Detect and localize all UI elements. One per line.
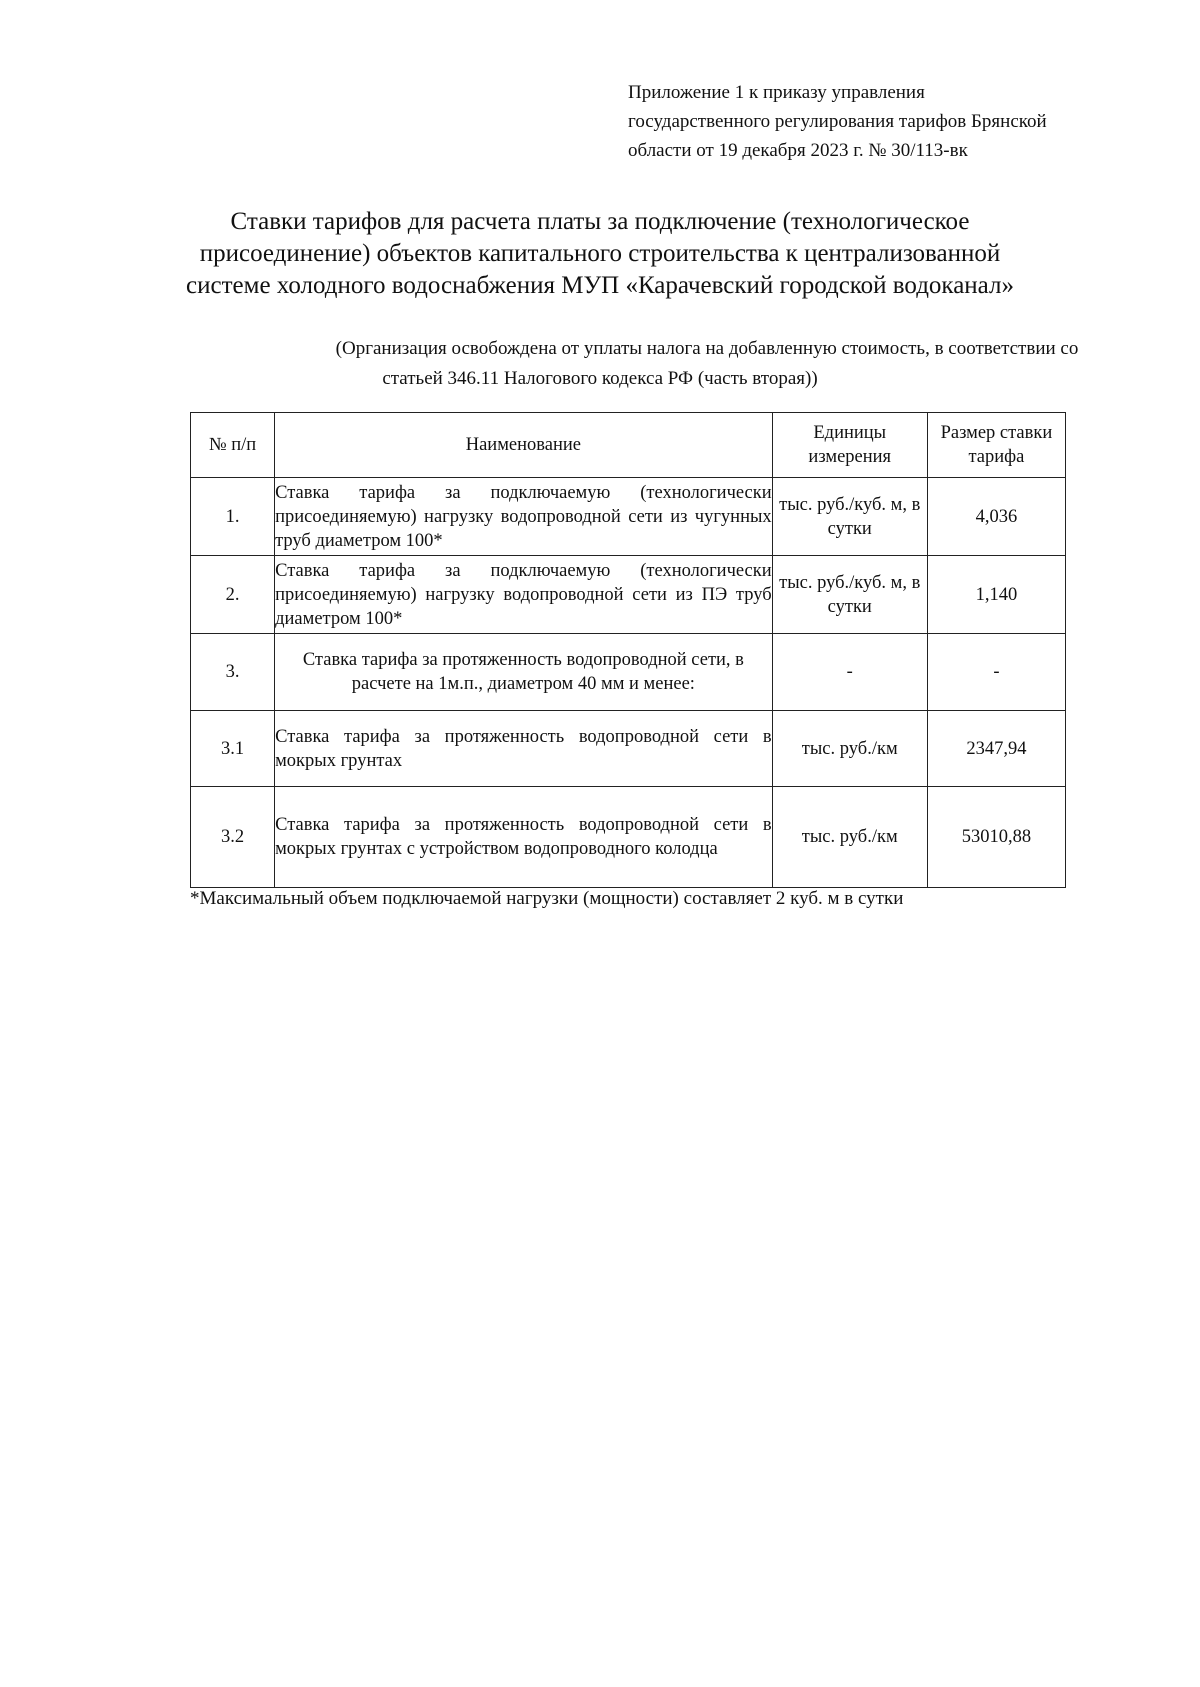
table-row (191, 556, 1066, 634)
appendix-reference (628, 78, 1188, 165)
row-unit: тыс. руб./куб. м, в сутки (772, 478, 927, 556)
table-row (191, 787, 1066, 888)
row-num: 3.2 (191, 787, 275, 888)
row-name: Ставка тарифа за подключаемую (технологически присоединяемую) нагрузку водопроводной сети из ПЭ труб диаметром 100* (275, 556, 773, 634)
title-line: присоединение) объектов капитального строительства к централизованной (199, 240, 1001, 267)
row-unit: тыс. руб./куб. м, в сутки (772, 556, 927, 634)
header-unit: Единицы измерения (772, 413, 927, 478)
header-num: № п/п (191, 413, 275, 478)
row-unit: тыс. руб./км (772, 711, 927, 787)
row-name: Ставка тарифа за протяженность водопроводной сети, в расчете на 1м.п., диаметром 40 мм и менее: (275, 634, 773, 711)
tax-note-line: статьей 346.11 Налогового кодекса РФ (часть вторая)) (382, 368, 818, 389)
row-rate: 4,036 (927, 478, 1065, 556)
header-name: Наименование (275, 413, 773, 478)
row-num: 3.1 (191, 711, 275, 787)
appendix-line: области от 19 декабря 2023 г. № 30/113-вк (628, 140, 968, 161)
row-num: 3. (191, 634, 275, 711)
tax-note-line: (Организация освобождена от уплаты налога на добавленную стоимость, в соответствии со (335, 338, 1079, 359)
row-rate: 53010,88 (927, 787, 1065, 888)
row-rate: 1,140 (927, 556, 1065, 634)
table-header-row (191, 413, 1066, 478)
table-row (191, 711, 1066, 787)
row-num: 1. (191, 478, 275, 556)
row-num: 2. (191, 556, 275, 634)
tax-note (0, 334, 1200, 394)
table-row (191, 478, 1066, 556)
document-title (0, 206, 1200, 302)
row-rate: - (927, 634, 1065, 711)
row-name: Ставка тарифа за протяженность водопроводной сети в мокрых грунтах с устройством водопроводного колодца (275, 787, 773, 888)
table-row (191, 634, 1066, 711)
title-line: системе холодного водоснабжения МУП «Карачевский городской водоканал» (186, 272, 1014, 299)
title-line: Ставки тарифов для расчета платы за подключение (технологическое (230, 208, 970, 235)
header-rate: Размер ставки тарифа (927, 413, 1065, 478)
row-unit: - (772, 634, 927, 711)
appendix-line: Приложение 1 к приказу управления (628, 82, 925, 103)
tariff-table (190, 412, 1066, 888)
row-name: Ставка тарифа за протяженность водопроводной сети в мокрых грунтах (275, 711, 773, 787)
appendix-line: государственного регулирования тарифов Брянской (628, 111, 1047, 132)
row-rate: 2347,94 (927, 711, 1065, 787)
footnote: *Максимальный объем подключаемой нагрузки (мощности) составляет 2 куб. м в сутки (190, 888, 904, 909)
row-unit: тыс. руб./км (772, 787, 927, 888)
row-name: Ставка тарифа за подключаемую (технологически присоединяемую) нагрузку водопроводной сети из чугунных труб диаметром 100* (275, 478, 773, 556)
